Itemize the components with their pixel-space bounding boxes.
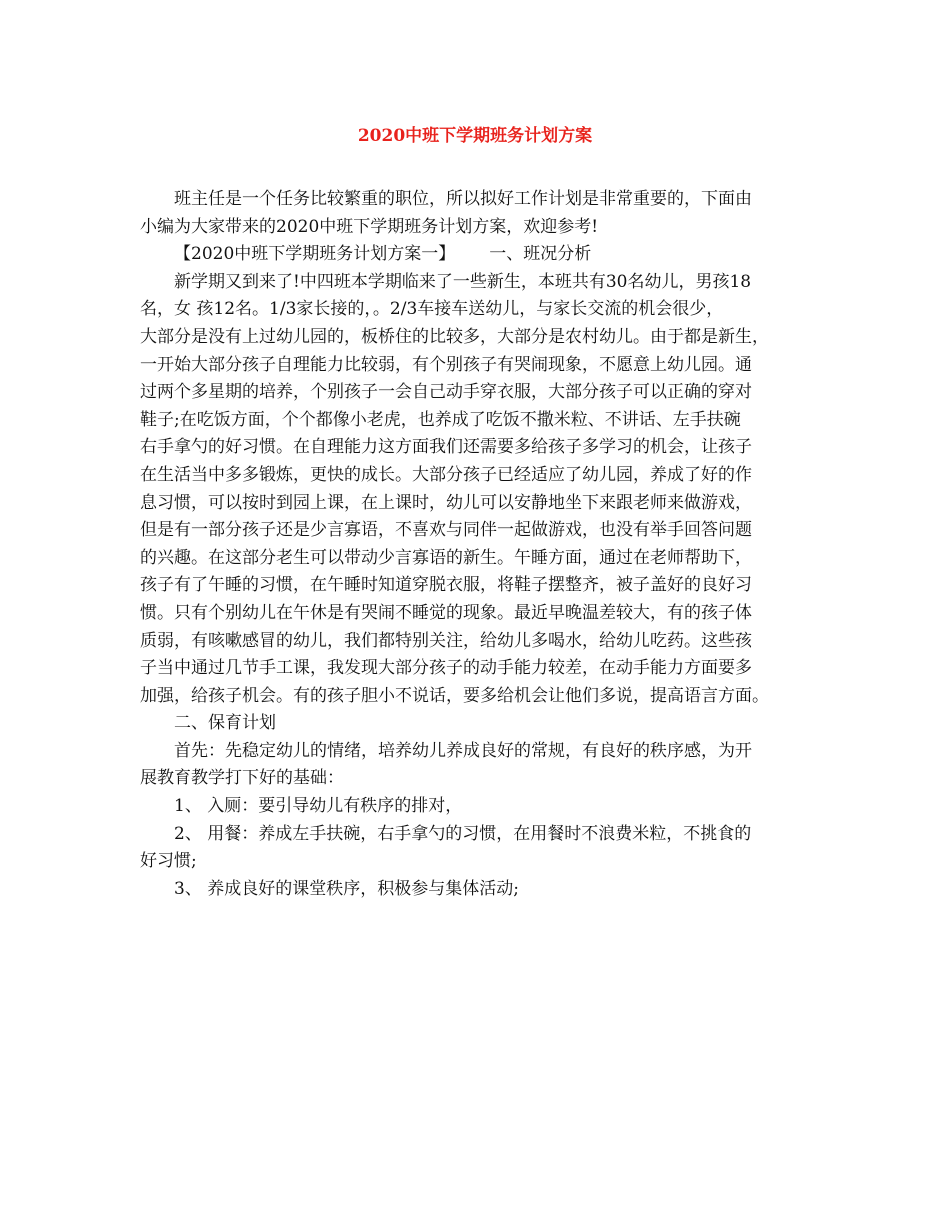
list-item: 3、 养成良好的课堂秩序，积极参与集体活动;: [174, 878, 519, 899]
paragraph-line: 小编为大家带来的2020中班下学期班务计划方案，欢迎参考!: [140, 216, 599, 237]
document-body: [140, 186, 812, 903]
paragraph-line: 大部分是没有上过幼儿园的，板桥住的比较多，大部分是农村幼儿。由于都是新生，: [140, 326, 769, 347]
paragraph-line: 首先：先稳定幼儿的情绪，培养幼儿养成良好的常规，有良好的秩序感，为开: [174, 740, 752, 761]
paragraph-line: 一开始大部分孩子自理能力比较弱，有个别孩子有哭闹现象，不愿意上幼儿园。通: [140, 354, 752, 375]
paragraph-line: 名，女 孩12名。1/3家长接的，。2/3车接车送幼儿，与家长交流的机会很少，: [140, 299, 724, 320]
paragraph-line: 新学期又到来了!中四班本学期临来了一些新生，本班共有30名幼儿，男孩18: [174, 271, 752, 292]
paragraph-line: 右手拿勺的好习惯。在自理能力这方面我们还需要多给孩子多学习的机会，让孩子: [140, 437, 752, 458]
paragraph-line: 过两个多星期的培养，个别孩子一会自己动手穿衣服，大部分孩子可以正确的穿对: [140, 382, 752, 403]
list-item: 2、 用餐：养成左手扶碗，右手拿勺的习惯，在用餐时不浪费米粒，不挑食的: [174, 823, 752, 844]
paragraph-line: 鞋子;在吃饭方面，个个都像小老虎，也养成了吃饭不撒米粒、不讲话、左手扶碗: [140, 409, 741, 430]
paragraph-line: 息习惯，可以按时到园上课，在上课时，幼儿可以安静地坐下来跟老师来做游戏，: [140, 492, 752, 513]
list-item: 1、 入厕：要引导幼儿有秩序的排对，: [174, 796, 463, 817]
section-heading: 二、保育计划: [174, 713, 276, 734]
paragraph-line: 质弱，有咳嗽感冒的幼儿，我们都特别关注，给幼儿多喝水，给幼儿吃药。这些孩: [140, 630, 752, 651]
document-title: 2020中班下学期班务计划方案: [357, 126, 593, 146]
paragraph-line: 孩子有了午睡的习惯，在午睡时知道穿脱衣服，将鞋子摆整齐，被子盖好的良好习: [140, 575, 752, 596]
paragraph-line: 的兴趣。在这部分老生可以带动少言寡语的新生。午睡方面，通过在老师帮助下，: [140, 547, 752, 568]
paragraph-line: 班主任是一个任务比较繁重的职位，所以拟好工作计划是非常重要的，下面由: [174, 189, 752, 209]
section-heading: 一、班况分析: [489, 244, 592, 265]
paragraph-line: 好习惯;: [140, 851, 197, 872]
paragraph-line: 在生活当中多多锻炼，更快的成长。大部分孩子已经适应了幼儿园，养成了好的作: [140, 464, 752, 485]
paragraph-line: 子当中通过几节手工课，我发现大部分孩子的动手能力较差，在动手能力方面要多: [140, 658, 752, 679]
paragraph-line: 惯。只有个别幼儿在午休是有哭闹不睡觉的现象。最近早晚温差较大，有的孩子体: [140, 602, 752, 623]
section-heading-line: [140, 241, 812, 269]
plan-heading: 【2020中班下学期班务计划方案一】: [174, 244, 456, 265]
paragraph-line: 展教育教学打下好的基础：: [140, 768, 344, 789]
paragraph-line: 但是有一部分孩子还是少言寡语，不喜欢与同伴一起做游戏，也没有举手回答问题: [140, 520, 752, 541]
paragraph-line: 加强，给孩子机会。有的孩子胆小不说话，要多给机会让他们多说，提高语言方面。: [140, 685, 769, 706]
